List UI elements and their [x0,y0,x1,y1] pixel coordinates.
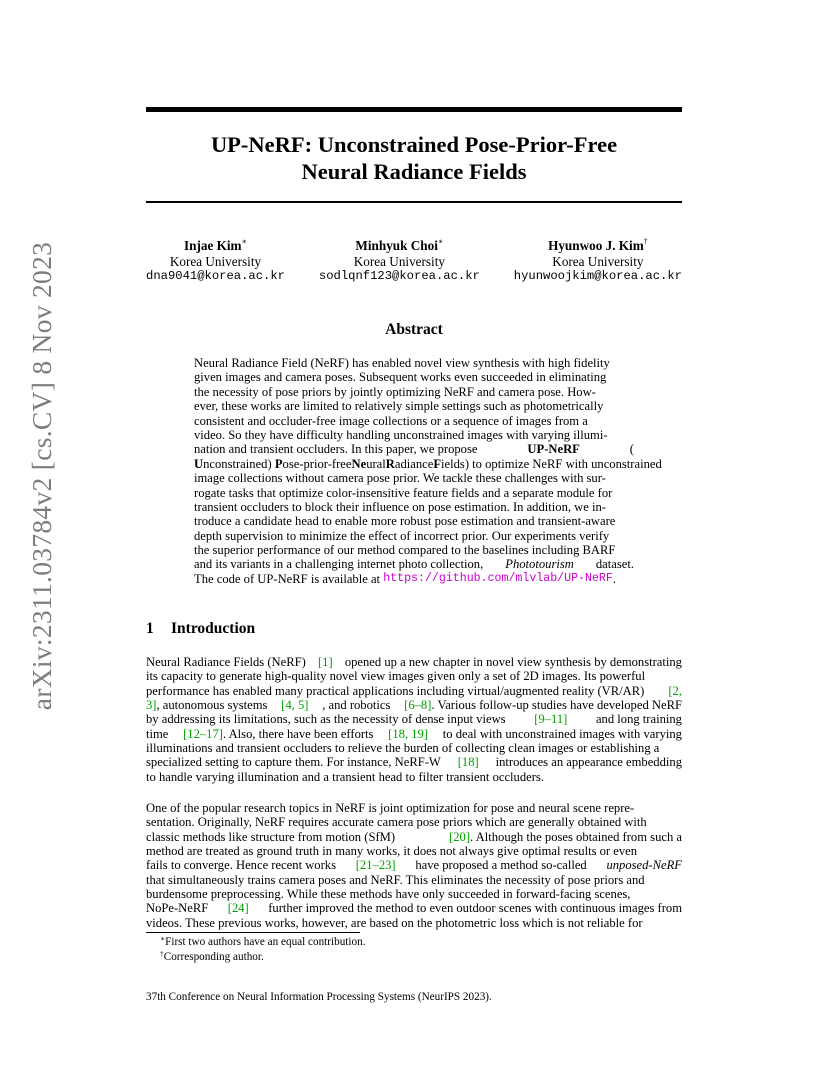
title-line-1: UP-NeRF: Unconstrained Pose-Prior-Free [210,132,618,157]
body-line: sentation. Originally, NeRF requires accurate camera pose priors which are generally obtained with [146,815,647,830]
text-run: NoPe-NeRF [146,901,209,916]
abstract-line: Neural Radiance Field (NeRF) has enabled novel view synthesis with high fidelity [194,356,610,370]
author-email[interactable]: dna9041@korea.ac.kr [146,269,285,283]
section-title: Introduction [171,620,256,637]
body-line [146,727,682,741]
text-run: , autonomous systems [156,698,268,713]
body-line: burdensome preprocessing. While these methods have only succeeded in forward-facing scenes, [146,887,631,902]
author-affiliation: Korea University [353,253,445,269]
citation[interactable]: [9–11] [534,712,568,727]
abstract-line: Unconstrained ) Pose-prior-free Neural Radiance Fields) to optimize NeRF with unconstrained [194,456,662,471]
abstract-line: rogate tasks that optimize color-insensitive feature fields and a separate module for [194,485,613,500]
citation[interactable]: [18, 19] [388,726,429,741]
body-line: method are treated as ground truth in many works, it does not always give optimal results or even [146,844,638,859]
text-run: have proposed a method so-called [415,858,587,873]
text-run: and long training [595,712,682,727]
text-run: . Although the poses obtained from such a [470,829,682,844]
acronym-text: ural [366,456,386,471]
text-run: Neural Radiance Fields (NeRF) [146,655,306,669]
acronym-text: ields) to optimize NeRF with unconstrained [441,456,662,471]
text-run: specialized setting to capture them. For instance, NeRF-W [146,755,441,770]
author-affiliation: Korea University [552,253,644,269]
arxiv-identifier: arXiv:2311.03784v2 [cs.CV] 8 Nov 2023 [26,241,57,711]
author-mark: ∗ [241,237,247,246]
text-run: further improved the method to even outdoor scenes with continuous images from [268,901,682,916]
citation[interactable]: [18] [457,755,479,770]
body-line: One of the popular research topics in NeRF is joint optimization for pose and neural scene repre- [146,801,635,815]
text-run: introduces an appearance embedding [495,755,682,770]
acronym-f: F [433,456,442,471]
abstract-heading: Abstract [385,321,443,338]
conference-notice: 37th Conference on Neural Information Processing Systems (NeurIPS 2023). [146,991,492,1003]
text-run: performance has enabled many practical applications including virtual/augmented reality (VR/AR) [146,683,645,698]
author-email[interactable]: sodlqnf123@korea.ac.kr [318,269,480,283]
citation[interactable]: [20] [449,829,471,844]
author-mark: ∗ [437,237,444,246]
author-name: Minhyuk Choi [355,238,438,253]
abstract-line: transient occluders to block their influence on pose estimation. In addition, we in- [194,499,606,514]
body-line [146,655,682,669]
body-line: its capacity to generate high-quality novel view images given only a set of 2D images. Its powerful [146,669,646,684]
author-3 [514,238,682,285]
author-block [146,238,682,285]
abstract-text-run: nation and transient occluders. In this paper, we propose [194,442,478,457]
method-name: UP-NeRF [527,442,580,457]
body-line [146,684,682,698]
citation[interactable]: [6–8] [404,698,432,713]
citation[interactable]: [4, 5] [281,698,309,713]
citation[interactable]: 3] [146,698,157,713]
abstract-line: the superior performance of our method compared to the baselines including BARF [194,543,616,558]
intro-paragraph-2 [146,801,682,930]
acronym-text: adiance [394,456,434,471]
body-line: illuminations and transient occluders to relieve the burden of collecting clean images or establishing a [146,741,660,756]
abstract-line: troduce a candidate head to enable more robust pose estimation and transient-aware [194,514,616,529]
body-line: that simultaneously trains camera poses and NeRF. This eliminates the necessity of pose priors and [146,872,645,887]
abstract-line [194,572,634,586]
footnote-mark: † [160,949,164,958]
citation[interactable]: [2, [668,683,682,698]
body-line: to handle varying illumination and a transient head to filter transient occluders. [146,769,544,784]
abstract-text-run: dataset. [595,557,634,572]
abstract-line [194,442,634,456]
footnote-mark: ∗ [160,934,166,943]
section-number: 1 [146,620,154,637]
section-heading [146,620,255,638]
text-run: opened up a new chapter in novel view synthesis by demonstrating [344,655,682,669]
author-name: Hyunwoo J. Kim [548,238,644,253]
text-run: time [146,726,169,741]
text-run: by addressing its limitations, such as the necessity of dense input views [146,712,506,727]
acronym-open: ( [629,442,634,457]
abstract-text-run: The code of UP-NeRF is available at [194,571,381,586]
abstract-line: consistent and occluder-free image collections or a sequence of images from a [194,413,588,428]
text-run: fails to converge. Hence recent works [146,858,336,873]
abstract-line: given images and camera poses. Subsequent works even succeeded in eliminating [194,370,607,385]
text-run: to deal with unconstrained images with varying [442,726,682,741]
text-run: classic methods like structure from motion (SfM) [146,829,396,844]
paper-title [146,131,682,185]
footnote-text: Corresponding author. [163,951,264,963]
author-1 [146,238,285,285]
citation[interactable]: [21–23] [355,858,396,873]
author-name: Injae Kim [184,238,242,253]
author-2 [319,238,480,285]
citation[interactable]: [24] [227,901,249,916]
author-mark: † [643,237,648,246]
acronym-r: R [385,456,395,471]
text-run: . Various follow-up studies have developed NeRF [431,698,682,713]
footnotes [146,935,366,965]
dataset-name: Phototourism [505,557,574,572]
citation[interactable]: [12–17] [183,726,223,741]
abstract-line: depth supervision to minimize the effect of incorrect prior. Our experiments verify [194,528,610,543]
title-line-2: Neural Radiance Fields [301,159,527,184]
abstract-text [194,356,662,586]
acronym-u: U [194,456,204,471]
abstract-line [194,557,634,571]
text-run: , and robotics [322,698,391,713]
footnote-1 [146,935,366,950]
intro-paragraph-1 [146,655,682,784]
footnote-rule [146,932,360,933]
title-top-rule [146,107,682,112]
body-line [146,712,682,726]
acronym-p: P [274,456,283,471]
body-line [146,698,682,712]
term-unposed-nerf: unposed-NeRF [606,858,682,873]
acronym-ne: Ne [351,456,367,471]
footnote-2 [146,950,366,965]
abstract-text-run: and its variants in a challenging internet photo collection, [194,557,484,572]
acronym-text: ose-prior-free [282,456,352,471]
abstract-line: the necessity of pose priors by jointly optimizing NeRF and camera pose. How- [194,384,596,399]
abstract-line: image collections without camera pose prior. We tackle these challenges with sur- [194,471,606,486]
author-affiliation: Korea University [169,253,262,269]
text-run: . Also, there have been efforts [222,726,374,741]
title-bottom-rule [146,201,682,203]
abstract-text-run: . [612,571,616,586]
abstract-line: ever, these works are limited to relatively simple settings such as photometrically [194,399,604,414]
body-line [146,755,682,769]
code-link[interactable]: https://github.com/mlvlab/UP-NeRF [383,571,613,585]
acronym-text: nconstrained [203,456,268,471]
abstract-line: video. So they have difficulty handling unconstrained images with varying illumi- [194,427,608,442]
body-line [146,901,682,915]
footnote-text: First two authors have an equal contribution. [165,936,366,948]
body-line [146,830,682,844]
author-email[interactable]: hyunwoojkim@korea.ac.kr [513,269,682,283]
citation[interactable]: [1] [317,655,333,669]
body-line [146,858,682,872]
body-line: videos. These previous works, however, are based on the photometric loss which is not reliable for [146,915,643,930]
